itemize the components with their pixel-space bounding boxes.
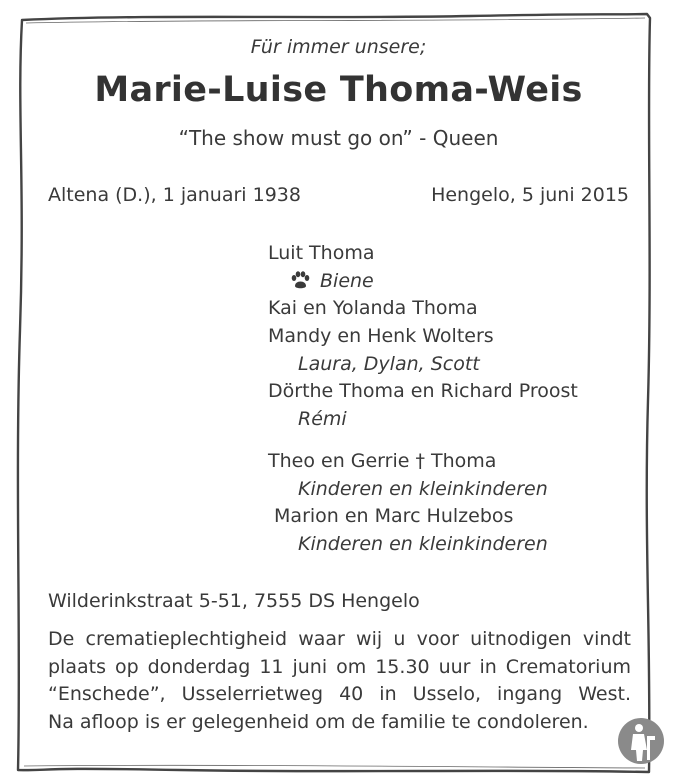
birth-place-date: Altena (D.), 1 januari 1938 [48,184,301,206]
family-member: Kai en Yolanda Thoma [268,297,478,320]
grandchildren: Rémi [298,408,347,431]
ceremony-line: Na afloop is er gelegenheid om de familie te condoleren. [48,710,589,733]
ceremony-text [48,626,631,736]
grandchildren: Kinderen en kleinkinderen [298,532,548,555]
family-pet [268,268,578,296]
family-member: Mandy en Henk Wolters [268,325,494,348]
deceased-name: Marie-Luise Thoma-Weis [94,70,583,110]
home-address: Wilderinkstraat 5-51, 7555 DS Hengelo [48,590,420,612]
quote-text: “The show must go on” - Queen [178,126,499,150]
ceremony-line: De crematieplechtigheid waar wij u voor uitnodigen vindt [48,628,631,650]
grandchildren: Kinderen en kleinkinderen [298,477,548,500]
family-member: Theo en Gerrie † Thoma [268,449,497,472]
family-member: Dörthe Thoma en Richard Proost [268,380,578,403]
intro-text: Für immer unsere; [250,36,427,58]
paw-icon [268,268,312,296]
family-list [268,240,578,559]
pet-name: Biene [320,269,374,292]
family-member: Marion en Marc Hulzebos [268,505,514,528]
mourner-logo [617,716,665,766]
ceremony-line: plaats op donderdag 11 juni om 15.30 uur in Crematorium [48,655,631,678]
grandchildren: Laura, Dylan, Scott [298,352,480,375]
family-member: Luit Thoma [268,242,375,264]
ceremony-line: “Enschede”, Usselerrietweg 40 in Usselo, ingang West. [48,683,631,705]
death-place-date: Hengelo, 5 juni 2015 [431,184,629,206]
